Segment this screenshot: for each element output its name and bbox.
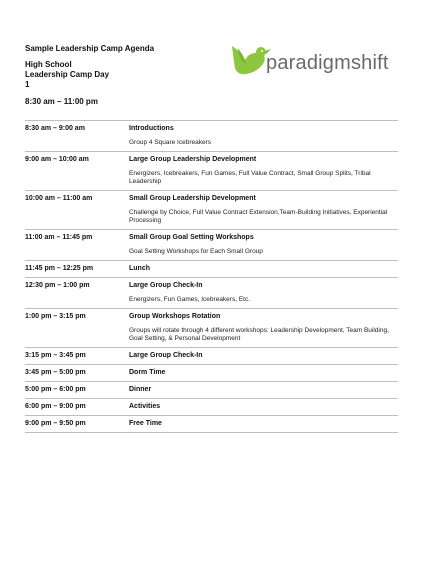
agenda-title: Small Group Goal Setting Workshops — [129, 234, 254, 241]
agenda-title: Small Group Leadership Development — [129, 195, 256, 202]
agenda-time: 12:30 pm – 1:00 pm — [25, 282, 90, 289]
agenda-row — [25, 120, 398, 151]
agenda-row — [25, 277, 398, 308]
agenda-content — [129, 194, 398, 225]
agenda-description: Groups will rotate through 4 different workshops: Leadership Development, Team Building, Goal Setting, & Personal Development — [129, 327, 389, 342]
agenda-content — [129, 385, 398, 394]
overall-time-range: 8:30 am – 11:00 pm — [25, 97, 98, 106]
agenda-time: 3:45 pm – 5:00 pm — [25, 369, 86, 376]
agenda-content — [129, 402, 398, 411]
agenda-title: Free Time — [129, 420, 162, 427]
agenda-content — [129, 264, 398, 273]
document-title: Sample Leadership Camp Agenda — [25, 44, 155, 53]
agenda-content — [129, 155, 398, 186]
agenda-description: Goal Setting Workshops for Each Small Group — [129, 248, 263, 255]
agenda-row — [25, 229, 398, 260]
day-number: 1 — [25, 80, 30, 89]
agenda-time: 8:30 am – 9:00 am — [25, 125, 85, 132]
agenda-row — [25, 260, 398, 277]
agenda-content — [129, 281, 398, 304]
agenda-time: 10:00 am – 11:00 am — [25, 195, 93, 202]
agenda-content — [129, 368, 398, 377]
agenda-time: 11:00 am – 11:45 pm — [25, 234, 93, 241]
agenda-description: Energizers, Fun Games, Icebreakers, Etc. — [129, 296, 251, 303]
agenda-description: Energizers, Icebreakers, Fun Games, Full Value Contract, Small Group Splits, Tribal Leadership — [129, 170, 371, 185]
agenda-title: Group Workshops Rotation — [129, 313, 221, 320]
agenda-time: 6:00 pm – 9:00 pm — [25, 403, 86, 410]
agenda-time: 1:00 pm – 3:15 pm — [25, 313, 86, 320]
agenda-time: 3:15 pm – 3:45 pm — [25, 352, 86, 359]
agenda-content — [129, 351, 398, 360]
subtitle-line-2: Leadership Camp Day — [25, 70, 110, 79]
agenda-time: 9:00 am – 10:00 am — [25, 156, 89, 163]
agenda-time: 11:45 pm – 12:25 pm — [25, 265, 94, 272]
agenda-row — [25, 381, 398, 398]
agenda-table — [25, 120, 398, 433]
agenda-title: Dinner — [129, 386, 152, 393]
agenda-row — [25, 347, 398, 364]
subtitle-line-1: High School — [25, 60, 72, 69]
agenda-row — [25, 308, 398, 347]
agenda-row — [25, 151, 398, 190]
agenda-content — [129, 312, 398, 343]
agenda-content — [129, 233, 398, 256]
agenda-content — [129, 419, 398, 428]
agenda-title: Large Group Check-In — [129, 282, 203, 289]
paradigmshift-logo — [228, 40, 408, 82]
agenda-row — [25, 398, 398, 415]
agenda-title: Large Group Check-In — [129, 352, 203, 359]
agenda-description: Challenge by Choice, Full Value Contract Extension,Team-Building Initiatives, Experiential Processing — [129, 209, 388, 224]
agenda-time: 5:00 pm – 6:00 pm — [25, 386, 86, 393]
agenda-title: Large Group Leadership Development — [129, 156, 257, 163]
agenda-time: 9:00 pm – 9:50 pm — [25, 420, 86, 427]
agenda-content — [129, 124, 398, 147]
logo-wordmark: paradigmshift — [266, 52, 389, 74]
agenda-description: Group 4 Square Icebreakers — [129, 139, 212, 146]
agenda-title: Dorm Time — [129, 369, 166, 376]
agenda-row — [25, 415, 398, 433]
agenda-row — [25, 364, 398, 381]
agenda-row — [25, 190, 398, 229]
agenda-title: Lunch — [129, 265, 150, 272]
document-header — [25, 44, 215, 107]
agenda-title: Introductions — [129, 125, 174, 132]
agenda-title: Activities — [129, 403, 161, 410]
